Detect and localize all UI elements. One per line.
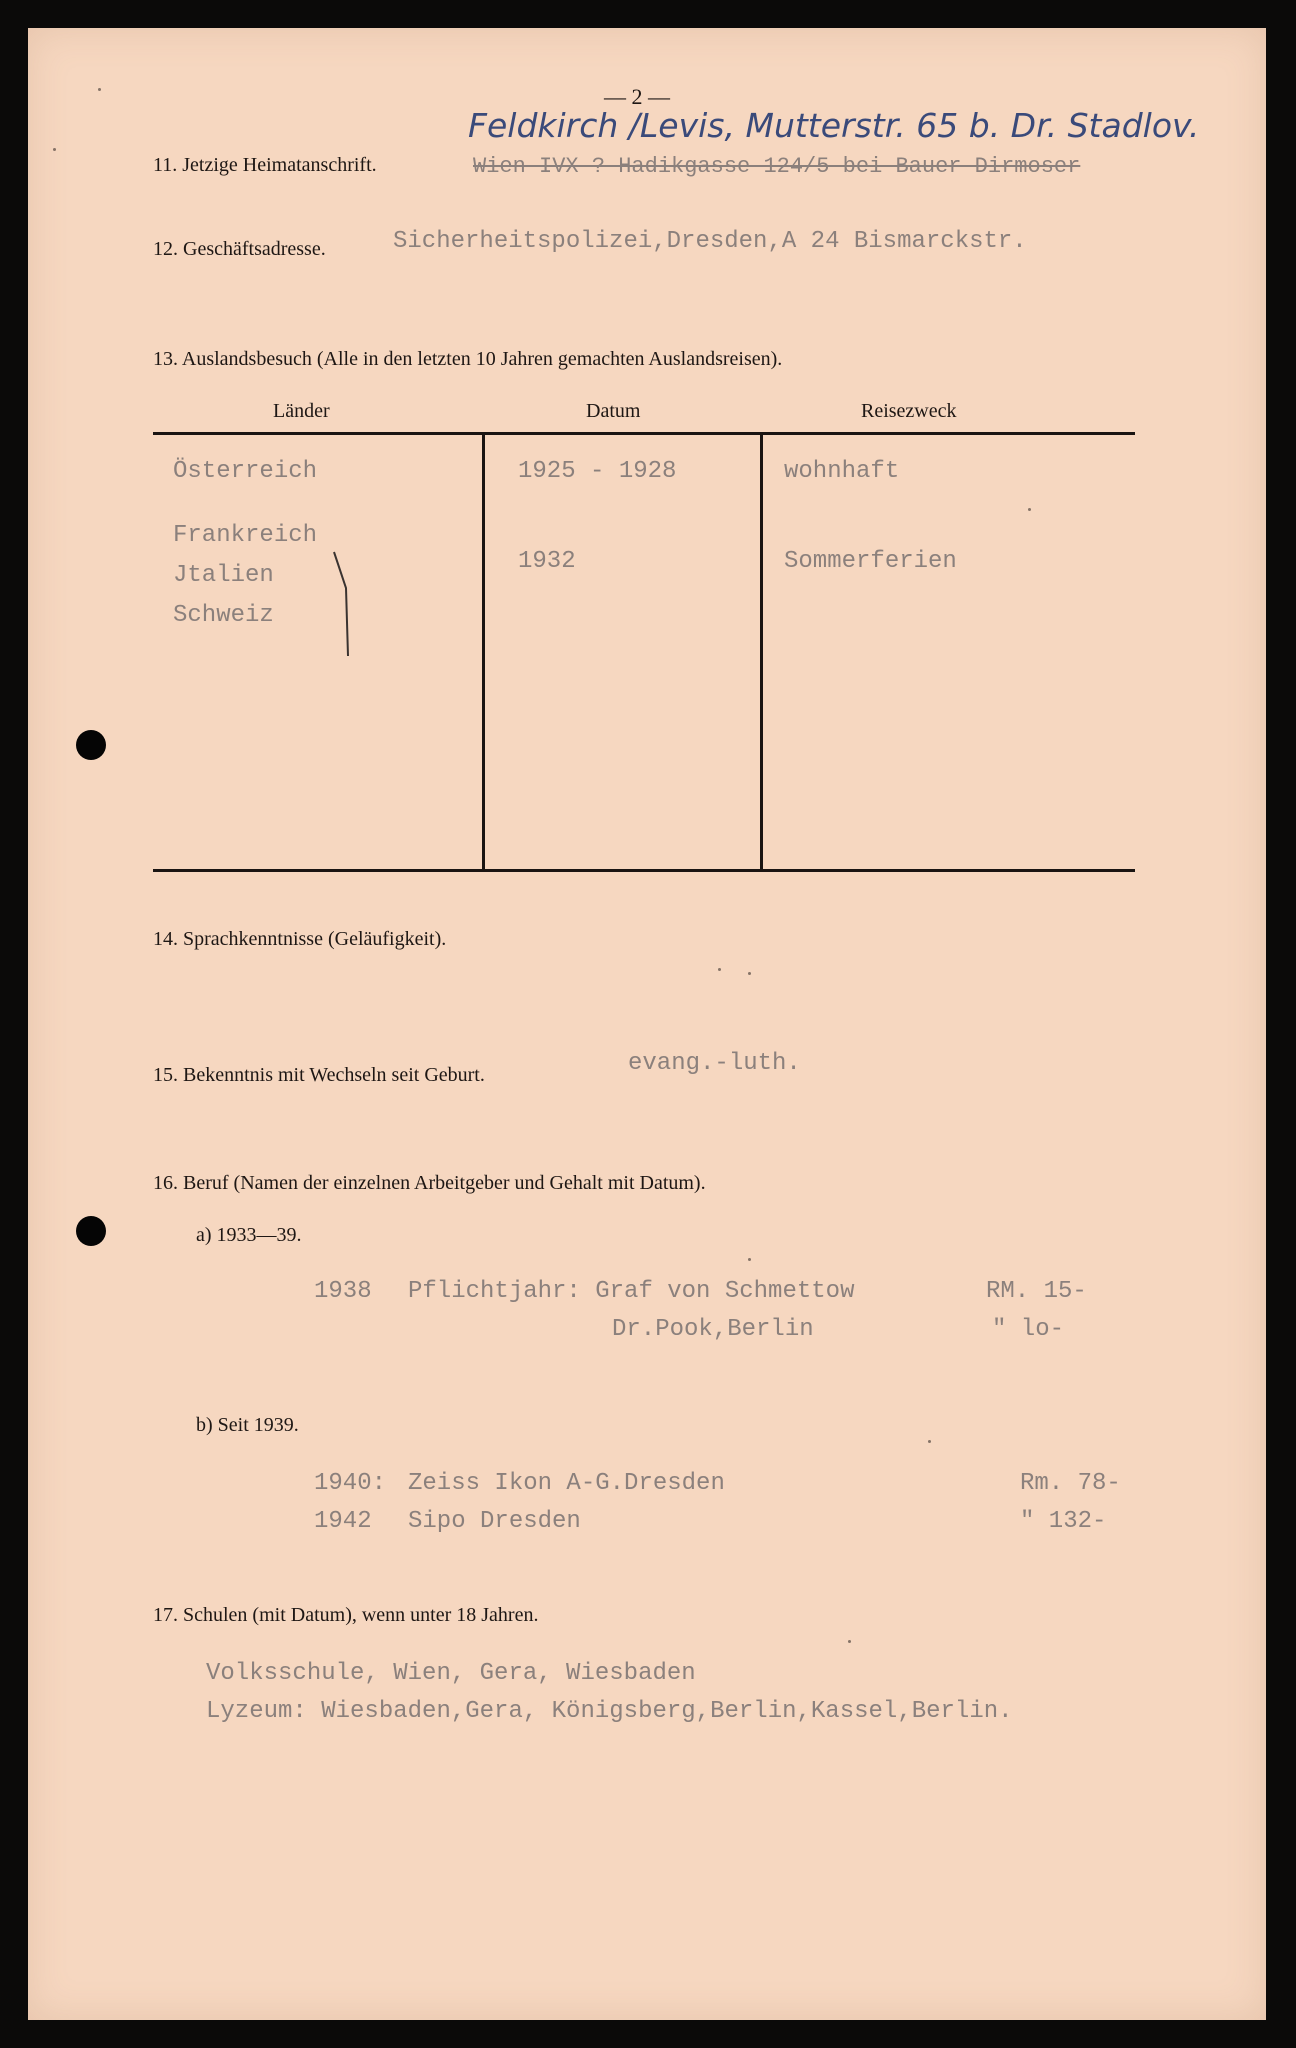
employment-a-pay-1: RM. 15- xyxy=(986,1278,1087,1305)
paper-speck xyxy=(98,88,101,91)
table-row-2-purpose: Sommerferien xyxy=(784,548,957,575)
item-15-label: 15. Bekenntnis mit Wechseln seit Geburt. xyxy=(153,1064,485,1086)
employment-a-text-2: Dr.Pook,Berlin xyxy=(612,1316,814,1343)
item-15-value: evang.-luth. xyxy=(628,1050,801,1077)
paper-speck xyxy=(53,148,56,151)
table-row-1-purpose: wohnhaft xyxy=(784,458,900,485)
punch-hole xyxy=(76,730,106,760)
employment-a-text-1: Pflichtjahr: Graf von Schmettow xyxy=(408,1278,855,1305)
paper-speck xyxy=(718,968,721,971)
item-12-value: Sicherheitspolizei,Dresden,A 24 Bismarckstr. xyxy=(393,228,1027,255)
handwritten-address: Feldkirch /Levis, Mutterstr. 65 b. Dr. Stadlov. xyxy=(468,106,1200,145)
table-header-purpose: Reisezweck xyxy=(861,400,957,422)
table-row-1-country-1: Österreich xyxy=(173,458,318,485)
employment-a-label: a) 1933—39. xyxy=(196,1224,302,1246)
table-header-date: Datum xyxy=(586,400,641,422)
page-number: — 2 — xyxy=(604,84,670,109)
table-divider-2 xyxy=(760,434,763,870)
table-row-2-country-1: Frankreich xyxy=(173,522,318,549)
employment-b-text-1: Zeiss Ikon A-G.Dresden xyxy=(408,1470,725,1497)
paper-speck xyxy=(748,972,751,975)
table-top-rule xyxy=(153,432,1135,435)
schools-line-2: Lyzeum: Wiesbaden,Gera, Königsberg,Berlin,Kassel,Berlin. xyxy=(206,1698,1013,1725)
employment-b-year-1: 1940: xyxy=(314,1470,387,1497)
employment-b-year-2: 1942 xyxy=(314,1508,372,1535)
schools-line-1: Volksschule, Wien, Gera, Wiesbaden xyxy=(206,1660,696,1687)
punch-hole xyxy=(76,1216,106,1246)
document-page xyxy=(28,28,1266,2020)
table-row-2-country-3: Schweiz xyxy=(173,602,274,629)
item-11-label: 11. Jetzige Heimatanschrift. xyxy=(153,154,377,176)
table-row-1-date: 1925 - 1928 xyxy=(518,458,677,485)
item-13-label: 13. Auslandsbesuch (Alle in den letzten 10 Jahren gemachten Auslandsreisen). xyxy=(153,348,783,370)
item-16-label: 16. Beruf (Namen der einzelnen Arbeitgeber und Gehalt mit Datum). xyxy=(153,1172,706,1194)
item-12-label: 12. Geschäftsadresse. xyxy=(153,238,326,260)
paper-speck xyxy=(748,1258,751,1261)
paper-speck xyxy=(848,1640,851,1643)
item-17-label: 17. Schulen (mit Datum), wenn unter 18 Jahren. xyxy=(153,1604,539,1626)
paper-speck xyxy=(928,1440,931,1443)
handwritten-bracket xyxy=(330,548,370,660)
employment-b-text-2: Sipo Dresden xyxy=(408,1508,581,1535)
table-row-2-date: 1932 xyxy=(518,548,576,575)
item-11-value: Wien IVX ? Hadikgasse 124/5 bei Bauer-Dirmoser xyxy=(473,154,1081,179)
table-row-2-country-2: Jtalien xyxy=(173,562,274,589)
table-divider-1 xyxy=(482,434,485,870)
item-14-label: 14. Sprachkenntnisse (Geläufigkeit). xyxy=(153,928,447,950)
employment-a-year-1: 1938 xyxy=(314,1278,372,1305)
table-bottom-rule xyxy=(153,869,1135,872)
employment-b-pay-1: Rm. 78- xyxy=(1020,1470,1121,1497)
paper-speck xyxy=(1028,508,1031,511)
employment-a-pay-2: " lo- xyxy=(992,1316,1065,1343)
employment-b-label: b) Seit 1939. xyxy=(196,1414,299,1436)
table-header-countries: Länder xyxy=(273,400,330,422)
employment-b-pay-2: " 132- xyxy=(1020,1508,1107,1535)
